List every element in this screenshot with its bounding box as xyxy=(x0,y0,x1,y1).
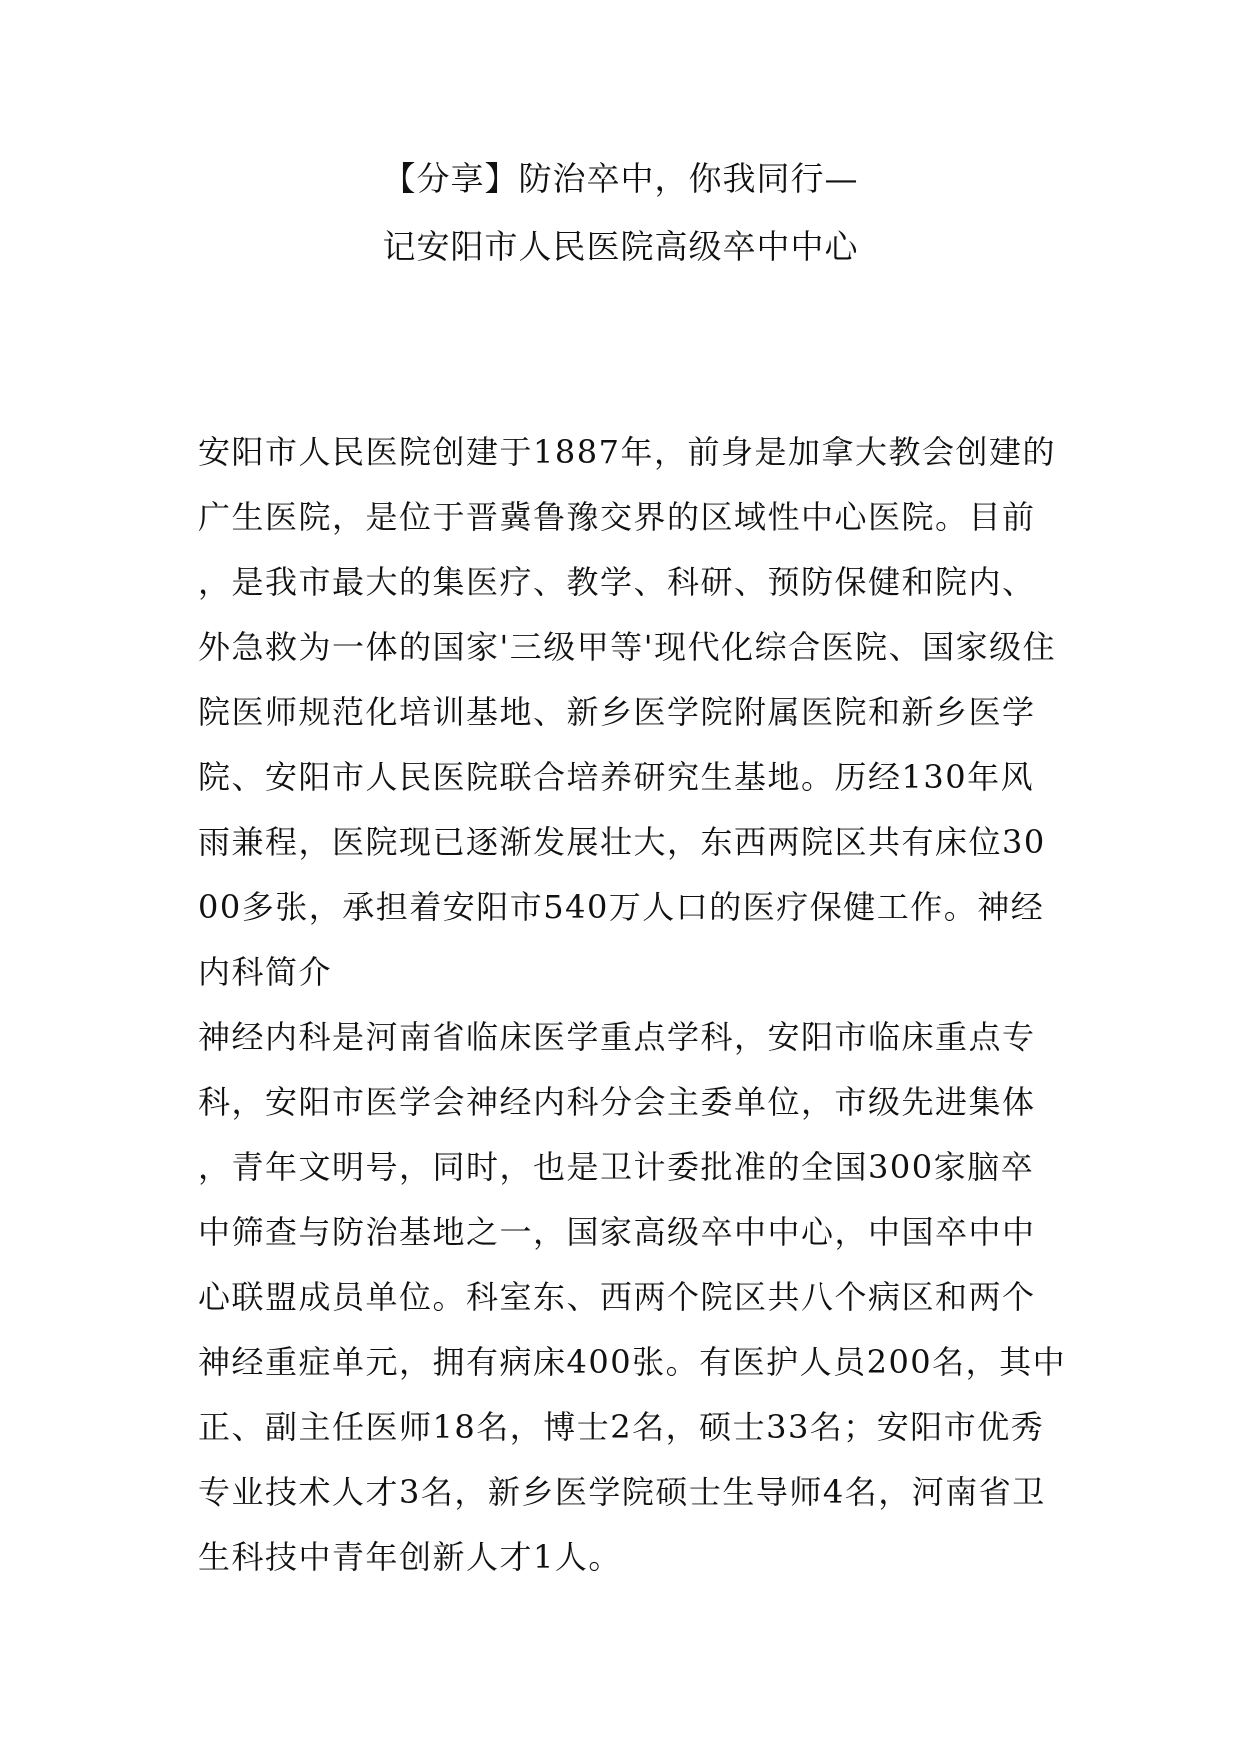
body-line: ，是我市最大的集医疗、教学、科研、预防保健和院内、 xyxy=(198,563,1036,601)
body-line: 正、副主任医师18名，博士2名，硕士33名；安阳市优秀 xyxy=(198,1408,1045,1446)
body-line: 心联盟成员单位。科室东、西两个院区共八个病区和两个 xyxy=(198,1278,1036,1316)
body-line: 专业技术人才3名，新乡医学院硕士生导师4名，河南省卫 xyxy=(198,1473,1046,1511)
body-line: 神经重症单元，拥有病床400张。有医护人员200名，其中 xyxy=(198,1343,1067,1381)
body-line: 雨兼程，医院现已逐渐发展壮大，东西两院区共有床位30 xyxy=(198,823,1046,861)
body-line: 安阳市人民医院创建于1887年，前身是加拿大教会创建的 xyxy=(198,433,1056,471)
body-line: 中筛查与防治基地之一，国家高级卒中中心，中国卒中中 xyxy=(198,1213,1036,1251)
title-line-2: 记安阳市人民医院高级卒中中心 xyxy=(382,227,859,266)
section-heading: 内科简介 xyxy=(198,953,333,991)
body-line: 院、安阳市人民医院联合培养研究生基地。历经130年风 xyxy=(198,758,1035,796)
body-line: 外急救为一体的国家'三级甲等'现代化综合医院、国家级住 xyxy=(198,628,1057,666)
body-line: 院医师规范化培训基地、新乡医学院附属医院和新乡医学 xyxy=(198,693,1036,731)
body-line: 广生医院，是位于晋冀鲁豫交界的区域性中心医院。目前 xyxy=(198,498,1036,536)
body-line: 科，安阳市医学会神经内科分会主委单位，市级先进集体 xyxy=(198,1083,1036,1121)
document-title xyxy=(0,158,1241,294)
body-line: ，青年文明号，同时，也是卫计委批准的全国300家脑卒 xyxy=(198,1148,1035,1186)
body-line: 生科技中青年创新人才1人。 xyxy=(198,1538,622,1576)
body-line: 00多张，承担着安阳市540万人口的医疗保健工作。神经 xyxy=(198,888,1045,926)
body-line: 神经内科是河南省临床医学重点学科，安阳市临床重点专 xyxy=(198,1018,1036,1056)
title-line-1: 【分享】防治卒中，你我同行— xyxy=(382,159,859,198)
body-text xyxy=(198,420,1067,1590)
